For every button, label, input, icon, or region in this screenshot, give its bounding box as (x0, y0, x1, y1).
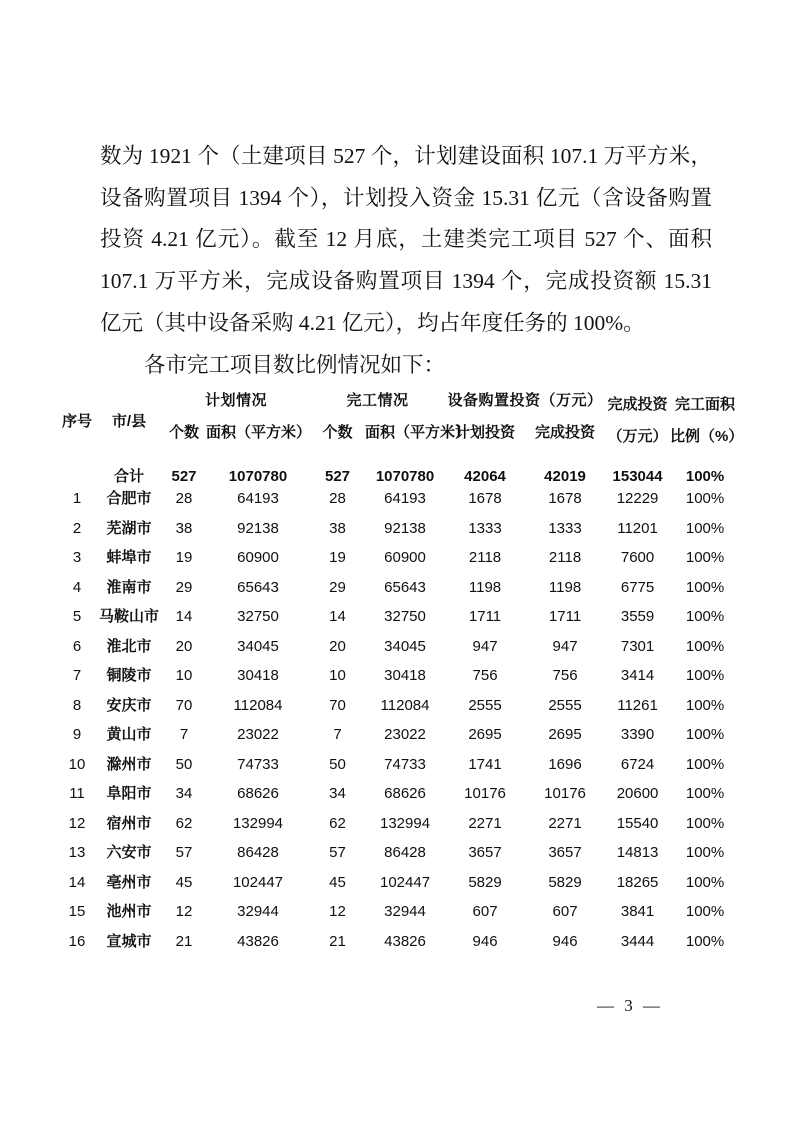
cell-plan_count: 527 (171, 468, 197, 485)
cell-equip_done: 1696 (548, 755, 582, 773)
table-row-total (58, 452, 740, 484)
cell-done_count: 38 (329, 519, 346, 537)
cell-equip_plan: 947 (472, 637, 498, 655)
cell-equip_done: 2118 (548, 549, 582, 567)
cell-equip_plan: 1333 (468, 519, 502, 537)
cell-equip_plan: 607 (472, 903, 498, 921)
cell-plan_area: 86428 (237, 844, 279, 862)
cell-done_area: 74733 (384, 755, 426, 773)
header-invest-line1: 完成投资 (607, 396, 668, 413)
table-row (58, 720, 740, 750)
table-row (58, 573, 740, 603)
table-body (58, 452, 740, 956)
cell-done_area: 43826 (384, 932, 426, 950)
cell-done_area: 32944 (384, 903, 426, 921)
cell-done_count: 21 (329, 932, 346, 950)
cell-equip_plan: 2555 (468, 696, 502, 714)
paragraph-line: 亿元（其中设备采购 4.21 亿元），均占年度任务的 100%。 (100, 310, 645, 335)
table-row (58, 632, 740, 662)
cell-ratio: 100% (685, 844, 725, 862)
cell-invest: 6775 (620, 578, 655, 596)
cell-done_area: 32750 (384, 608, 426, 626)
page-number: — 3 — (597, 996, 663, 1015)
table-row (58, 691, 740, 721)
cell-equip_done: 42019 (544, 468, 586, 485)
cell-ratio: 100% (685, 608, 725, 626)
cell-done_count: 14 (329, 608, 346, 626)
cell-done_area: 34045 (384, 637, 426, 655)
cell-ratio: 100% (685, 932, 725, 950)
cell-done_count: 70 (329, 696, 346, 714)
cell-invest: 3414 (620, 667, 655, 685)
table-row (58, 779, 740, 809)
header-seq: 序号 (61, 412, 92, 430)
cell-plan_count: 10 (175, 667, 193, 685)
cell-equip_plan: 2271 (468, 814, 502, 832)
cell-seq: 6 (72, 637, 82, 655)
cell-equip_done: 1678 (548, 490, 582, 508)
intro-line: 各市完工项目数比例情况如下： (144, 352, 446, 377)
cell-invest: 3390 (620, 726, 655, 744)
cell-plan_area: 32750 (237, 608, 279, 626)
cell-seq: 14 (68, 873, 86, 891)
table-row (58, 838, 740, 868)
header-done-area: 面积（平方米） (365, 424, 471, 441)
cell-city: 合计 (113, 468, 144, 485)
cell-equip_plan: 946 (472, 932, 498, 950)
table-header (58, 390, 744, 452)
header-plan-group: 计划情况 (205, 391, 268, 409)
paragraph-line: 设备购置项目 1394 个），计划投入资金 15.31 亿元（含设备购置 (100, 185, 712, 210)
cell-city: 黄山市 (106, 726, 152, 744)
cell-done_count: 62 (329, 814, 346, 832)
cell-plan_area: 43826 (237, 932, 279, 950)
cell-done_area: 64193 (384, 490, 426, 508)
cell-done_count: 12 (329, 903, 346, 921)
cell-invest: 3444 (620, 932, 655, 950)
cell-equip_done: 607 (552, 903, 578, 921)
cell-ratio: 100% (685, 814, 725, 832)
cell-equip_plan: 42064 (464, 468, 506, 485)
cell-ratio: 100% (685, 468, 725, 485)
cell-ratio: 100% (685, 873, 725, 891)
cell-equip_plan: 1741 (468, 755, 502, 773)
cell-equip_plan: 2695 (468, 726, 502, 744)
cell-city: 阜阳市 (106, 785, 152, 803)
cell-seq: 3 (72, 549, 82, 567)
header-ratio-line1: 完工面积 (675, 396, 736, 413)
cell-equip_done: 946 (552, 932, 578, 950)
cell-plan_count: 57 (175, 844, 193, 862)
cell-done_count: 50 (329, 755, 346, 773)
cell-invest: 6724 (620, 755, 655, 773)
cell-plan_area: 102447 (232, 873, 284, 891)
cell-invest: 153044 (612, 468, 663, 485)
cell-seq: 5 (72, 608, 82, 626)
table-row (58, 927, 740, 957)
cell-seq: 4 (72, 578, 82, 596)
cell-plan_area: 92138 (237, 519, 279, 537)
cell-plan_count: 19 (175, 549, 193, 567)
cell-equip_done: 3657 (548, 844, 582, 862)
cell-plan_area: 68626 (237, 785, 279, 803)
cell-invest: 15540 (616, 814, 659, 832)
cell-plan_count: 12 (175, 903, 193, 921)
cell-done_count: 45 (329, 873, 346, 891)
cell-equip_plan: 5829 (468, 873, 502, 891)
cell-equip_done: 756 (552, 667, 578, 685)
cell-done_area: 102447 (379, 873, 431, 891)
cell-invest: 11201 (617, 519, 658, 537)
cell-plan_area: 1070780 (228, 468, 288, 485)
cell-invest: 7301 (620, 637, 655, 655)
cell-plan_count: 38 (175, 519, 193, 537)
cell-plan_count: 50 (175, 755, 193, 773)
cell-equip_done: 947 (552, 637, 578, 655)
cell-invest: 11261 (617, 696, 658, 714)
cell-done_area: 86428 (384, 844, 426, 862)
cell-equip_done: 2271 (548, 814, 582, 832)
cell-equip_done: 1198 (548, 578, 582, 596)
cell-city: 蚌埠市 (106, 549, 152, 567)
cell-plan_count: 28 (175, 490, 193, 508)
cell-city: 六安市 (106, 844, 152, 862)
cell-invest: 12229 (616, 490, 659, 508)
paragraph-line: 107.1 万平方米，完成设备购置项目 1394 个，完成投资额 15.31 (100, 269, 712, 294)
cell-plan_count: 62 (175, 814, 193, 832)
cell-done_area: 68626 (384, 785, 426, 803)
cell-city: 淮南市 (106, 578, 152, 596)
cell-ratio: 100% (685, 519, 725, 537)
cell-city: 淮北市 (106, 637, 152, 655)
header-equip-plan: 计划投资 (455, 424, 516, 441)
header-done-group: 完工情况 (346, 391, 409, 409)
cell-equip_done: 2695 (548, 726, 582, 744)
cell-equip_plan: 1198 (468, 578, 502, 596)
cell-invest: 3559 (620, 608, 655, 626)
cell-city: 芜湖市 (106, 519, 152, 537)
cell-equip_done: 2555 (548, 696, 582, 714)
cell-equip_plan: 3657 (468, 844, 502, 862)
cell-plan_count: 34 (175, 785, 193, 803)
cell-ratio: 100% (685, 696, 725, 714)
table-row (58, 661, 740, 691)
paragraph-line: 投资 4.21 亿元）。截至 12 月底，土建类完工项目 527 个、面积 (100, 227, 712, 252)
cell-ratio: 100% (685, 637, 725, 655)
cell-seq: 1 (72, 490, 82, 508)
header-plan-count: 个数 (168, 424, 199, 441)
cell-plan_count: 29 (175, 578, 193, 596)
cell-seq: 16 (68, 932, 86, 950)
cell-ratio: 100% (685, 755, 725, 773)
cell-done_count: 527 (325, 468, 351, 485)
cell-invest: 18265 (616, 873, 659, 891)
cell-done_count: 57 (329, 844, 346, 862)
table-row (58, 809, 740, 839)
cell-done_count: 10 (329, 667, 346, 685)
cell-seq: 15 (68, 903, 86, 921)
cell-ratio: 100% (685, 726, 725, 744)
cell-equip_plan: 756 (472, 667, 498, 685)
cell-invest: 14813 (616, 844, 659, 862)
cell-plan_area: 34045 (237, 637, 279, 655)
cell-done_count: 20 (329, 637, 346, 655)
cell-done_count: 19 (329, 549, 346, 567)
cell-seq: 13 (68, 844, 86, 862)
cell-done_area: 132994 (379, 814, 431, 832)
cell-seq: 10 (68, 755, 86, 773)
cell-ratio: 100% (685, 785, 725, 803)
cell-city: 马鞍山市 (98, 608, 159, 626)
cell-plan_count: 45 (175, 873, 193, 891)
cell-equip_done: 5829 (548, 873, 582, 891)
table-row (58, 897, 740, 927)
cell-done_area: 23022 (384, 726, 426, 744)
cell-done_area: 92138 (384, 519, 426, 537)
cell-plan_area: 23022 (237, 726, 279, 744)
header-invest (605, 390, 670, 452)
cell-plan_area: 74733 (237, 755, 279, 773)
cell-plan_count: 70 (175, 696, 193, 714)
cell-seq: 8 (72, 696, 82, 714)
cell-equip_plan: 2118 (468, 549, 502, 567)
cell-equip_done: 1711 (548, 608, 582, 626)
cell-equip_plan: 1711 (468, 608, 502, 626)
cell-equip_plan: 1678 (468, 490, 502, 508)
cell-done_count: 28 (329, 490, 346, 508)
cell-city: 宿州市 (106, 814, 152, 832)
cell-done_area: 112084 (380, 696, 430, 714)
cell-plan_count: 20 (175, 637, 193, 655)
cell-equip_done: 10176 (544, 785, 586, 803)
cell-plan_area: 112084 (233, 696, 283, 714)
body-text (100, 136, 712, 386)
cell-done_area: 60900 (384, 549, 426, 567)
cell-city: 滁州市 (106, 755, 152, 773)
cell-ratio: 100% (685, 903, 725, 921)
cell-done_count: 7 (333, 726, 342, 744)
cell-equip_plan: 10176 (464, 785, 506, 803)
cell-invest: 7600 (620, 549, 655, 567)
header-done-count: 个数 (322, 424, 353, 441)
table-row (58, 484, 740, 514)
cell-seq: 9 (72, 726, 82, 744)
cell-ratio: 100% (685, 578, 725, 596)
header-equip-group: 设备购置投资（万元） (447, 391, 603, 409)
cell-ratio: 100% (685, 667, 725, 685)
cell-done_area: 30418 (384, 667, 426, 685)
table-row (58, 750, 740, 780)
cell-done_area: 65643 (384, 578, 426, 596)
cell-plan_count: 14 (175, 608, 193, 626)
paragraph-line: 数为 1921 个（土建项目 527 个，计划建设面积 107.1 万平方米， (100, 144, 712, 168)
table-row (58, 514, 740, 544)
cell-city: 亳州市 (106, 873, 152, 891)
cell-seq: 2 (72, 519, 82, 537)
cell-plan_area: 30418 (237, 667, 279, 685)
cell-done_count: 34 (329, 785, 346, 803)
header-invest-line2: （万元） (607, 428, 668, 445)
cell-seq: 11 (69, 785, 85, 803)
completion-table (58, 390, 744, 956)
cell-ratio: 100% (685, 549, 725, 567)
cell-city: 铜陵市 (106, 667, 152, 685)
cell-city: 安庆市 (106, 696, 152, 714)
cell-seq (58, 452, 96, 484)
header-ratio (670, 390, 744, 452)
cell-seq: 12 (68, 814, 86, 832)
cell-city: 宣城市 (106, 932, 152, 950)
cell-plan_area: 65643 (237, 578, 279, 596)
paragraph (100, 136, 712, 345)
cell-invest: 20600 (616, 785, 659, 803)
cell-invest: 3841 (620, 903, 655, 921)
cell-seq: 7 (72, 667, 82, 685)
header-group-row (58, 390, 740, 410)
cell-plan_count: 7 (179, 726, 189, 744)
table-row (58, 543, 740, 573)
cell-plan_area: 64193 (237, 490, 279, 508)
header-ratio-line2: 比例（%） (670, 428, 744, 445)
cell-plan_count: 21 (175, 932, 193, 950)
cell-done_count: 29 (329, 578, 346, 596)
header-city: 市/县 (111, 412, 147, 430)
cell-city: 池州市 (106, 903, 152, 921)
header-plan-area: 面积（平方米） (206, 424, 312, 441)
table-row (58, 602, 740, 632)
cell-plan_area: 32944 (237, 903, 279, 921)
cell-city: 合肥市 (106, 490, 152, 508)
cell-ratio: 100% (685, 490, 725, 508)
cell-plan_area: 60900 (237, 549, 279, 567)
header-equip-done: 完成投资 (535, 424, 596, 441)
cell-done_area: 1070780 (375, 468, 435, 485)
cell-equip_done: 1333 (548, 519, 582, 537)
cell-plan_area: 132994 (232, 814, 284, 832)
table-row (58, 868, 740, 898)
